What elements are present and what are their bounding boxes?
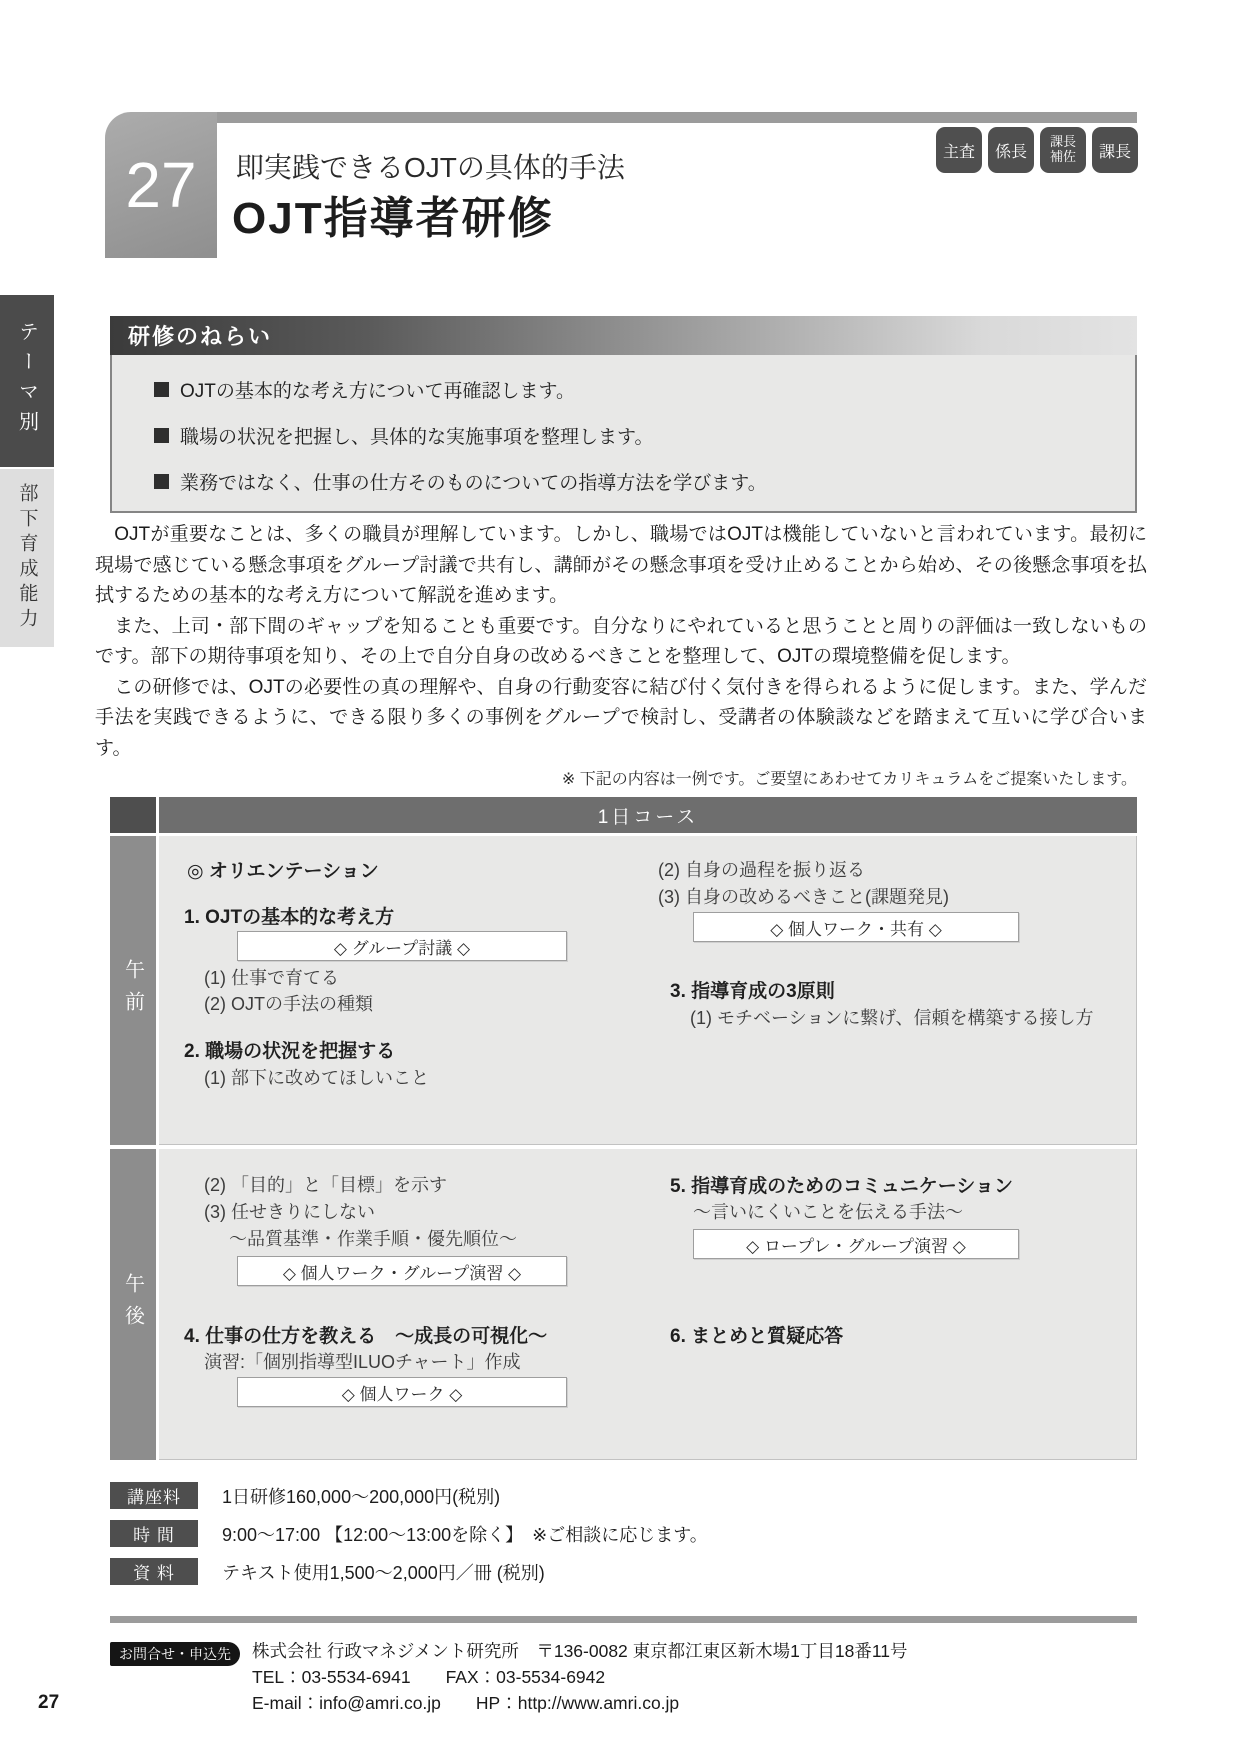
contact-line-telfax: TEL：03-5534-6941 FAX：03-5534-6942	[252, 1667, 606, 1687]
aims-section	[110, 316, 1137, 513]
table-header-label: 1日コース	[159, 797, 1137, 833]
fee-value: 9:00～17:00 【12:00～13:00を除く】 ※ご相談に応じます。	[222, 1524, 708, 1545]
table-header-row	[110, 797, 1137, 833]
work-box-group-discussion: ◇ グループ討議 ◇	[237, 931, 567, 961]
sidebar-tab-theme	[0, 295, 54, 467]
contact-line-email-hp: E-mail：info@amri.co.jp HP：http://www.amri.co.jp	[252, 1693, 680, 1713]
work-box-roleplay-group: ◇ ロープレ・グループ演習 ◇	[693, 1229, 1019, 1259]
course-table	[110, 797, 1137, 1460]
work-box-individual: ◇ 個人ワーク ◇	[237, 1377, 567, 1407]
aims-item-text: 業務ではなく、仕事の仕方そのものについての指導方法を学びます。	[180, 473, 767, 494]
time-column-afternoon	[110, 1149, 156, 1460]
bullet-square-icon	[154, 382, 169, 397]
course-title: OJT指導者研修	[232, 194, 554, 243]
aims-header: 研修のねらい	[110, 316, 1137, 355]
fee-label-badge: 時 間	[110, 1520, 198, 1547]
schedule-item-6: 6. まとめと質疑応答	[670, 1326, 844, 1347]
schedule-subitem: 演習:「個別指導型ILUOチャート」作成	[204, 1352, 521, 1372]
afternoon-row	[110, 1149, 1137, 1460]
schedule-item-5: 5. 指導育成のためのコミュニケーション	[670, 1176, 1013, 1197]
description-paragraph: また、上司・部下間のギャップを知ることも重要です。自分なりにやれていると思うことと周りの評価は一致しないものです。部下の期待事項を知り、その上で自分自身の改めるべきことを整理して、OJTの環境整備を促します。	[95, 615, 1147, 667]
schedule-item-1: 1. OJTの基本的な考え方	[184, 907, 395, 928]
header-top-band	[217, 112, 1137, 123]
contact-info	[252, 1638, 908, 1716]
target-badge-kacho: 課長	[1092, 127, 1138, 173]
page-number: 27	[38, 1692, 60, 1713]
schedule-subitem: (3) 任せきりにしない	[204, 1202, 375, 1222]
aims-item	[154, 422, 1115, 449]
fee-value: 1日研修160,000～200,000円(税別)	[222, 1486, 501, 1507]
course-subtitle: 即実践できるOJTの具体的手法	[236, 152, 625, 183]
work-box-individual-group: ◇ 個人ワーク・グループ演習 ◇	[237, 1256, 567, 1286]
target-badge-shusa: 主査	[936, 127, 982, 173]
schedule-item-orientation: ◎ オリエンテーション	[187, 861, 379, 882]
morning-body	[159, 836, 1137, 1145]
bullet-square-icon	[154, 428, 169, 443]
fee-row-time	[110, 1520, 708, 1547]
description-paragraph: この研修では、OJTの必要性の真の理解や、自身の行動変容に結び付く気付きを得られるように促します。また、学んだ手法を実践できるように、できる限り多くの事例をグループで検討し、受講者の体験談などを踏まえて互いに学び合います。	[95, 676, 1147, 759]
afternoon-label: 午後	[121, 1272, 144, 1337]
sidebar-tab-theme-label: テーマ別	[15, 321, 38, 441]
table-corner-cell	[110, 797, 156, 833]
schedule-subitem: (2) OJTの手法の種類	[204, 994, 373, 1014]
schedule-subnote: ～品質基準・作業手順・優先順位～	[229, 1229, 517, 1249]
contact-line-address: 株式会社 行政マネジメント研究所 〒136-0082 東京都江東区新木場1丁目18番11号	[252, 1641, 908, 1661]
description-paragraph: OJTが重要なことは、多くの職員が理解しています。しかし、職場ではOJTは機能していないと言われています。最初に現場で感じている懸念事項をグループ討議で共有し、講師がその懸念事項を受け止めることから始め、その後懸念事項を払拭するための基本的な考え方について解説を進めます。	[95, 524, 1147, 606]
course-number-block	[105, 112, 217, 258]
sidebar-tab-category	[0, 469, 54, 647]
contact-badge: お問合せ・申込先	[110, 1642, 240, 1666]
schedule-subitem: (3) 自身の改めるべきこと(課題発見)	[658, 887, 949, 907]
aims-item-text: OJTの基本的な考え方について再確認します。	[180, 381, 575, 402]
schedule-subitem: (1) モチベーションに繋げ、信頼を構築する接し方	[690, 1008, 1094, 1028]
aims-item	[154, 468, 1115, 495]
schedule-subitem: (2) 自身の過程を振り返る	[658, 860, 865, 880]
target-badge-kachohosa: 課長補佐	[1040, 127, 1086, 173]
schedule-subitem: (1) 仕事で育てる	[204, 968, 339, 988]
aims-item	[154, 376, 1115, 403]
schedule-item-4: 4. 仕事の仕方を教える ～成長の可視化～	[184, 1326, 548, 1347]
work-box-individual-share: ◇ 個人ワーク・共有 ◇	[693, 912, 1019, 942]
time-column-morning	[110, 836, 156, 1145]
schedule-subnote: ～言いにくいことを伝える手法～	[693, 1202, 963, 1222]
fee-value: テキスト使用1,500～2,000円／冊 (税別)	[222, 1562, 545, 1583]
course-number: 27	[125, 149, 197, 221]
sidebar-tab-category-label: 部下育成能力	[16, 483, 38, 633]
target-badge-kakaricho: 係長	[988, 127, 1034, 173]
bullet-square-icon	[154, 474, 169, 489]
schedule-item-2: 2. 職場の状況を把握する	[184, 1041, 396, 1062]
morning-row	[110, 836, 1137, 1145]
fee-label-badge: 資 料	[110, 1558, 198, 1585]
schedule-subitem: (1) 部下に改めてほしいこと	[204, 1068, 429, 1088]
schedule-subitem: (2) 「目的」と「目標」を示す	[204, 1175, 447, 1195]
fee-label-badge: 講座料	[110, 1482, 198, 1509]
schedule-item-3: 3. 指導育成の3原則	[670, 981, 835, 1002]
fee-row-price	[110, 1482, 500, 1509]
fee-row-materials	[110, 1558, 545, 1585]
aims-item-text: 職場の状況を把握し、具体的な実施事項を整理します。	[180, 427, 654, 448]
morning-label: 午前	[121, 958, 144, 1023]
target-badges	[936, 127, 1138, 173]
afternoon-body	[159, 1149, 1137, 1460]
footer-divider	[110, 1616, 1137, 1623]
course-description	[95, 520, 1147, 764]
aims-list	[110, 355, 1137, 513]
curriculum-note: ※ 下記の内容は一例です。ご要望にあわせてカリキュラムをご提案いたします。	[561, 771, 1137, 788]
